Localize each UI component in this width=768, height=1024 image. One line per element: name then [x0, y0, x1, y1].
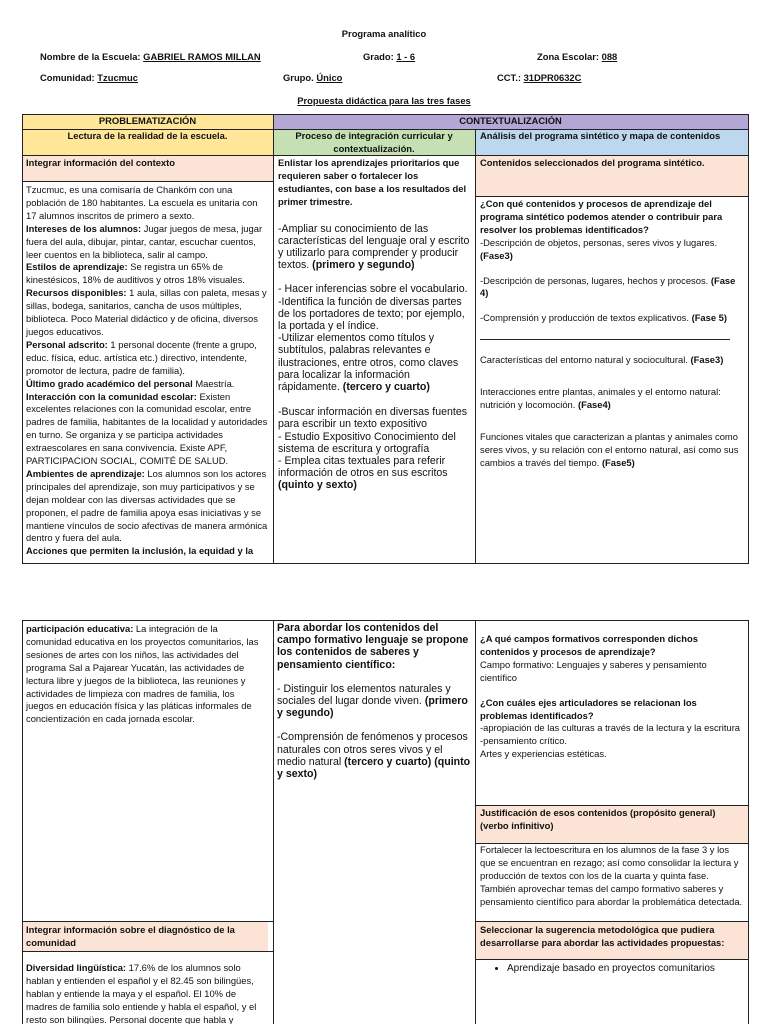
context-paragraphs [26, 184, 269, 558]
context-paragraph [26, 287, 269, 339]
col1-diagnostico-body [22, 960, 268, 1024]
cct-value: 31DPR0632C [523, 72, 582, 83]
col3-item-2: -Descripción de personas, lugares, hechos y procesos. (Fase 4) [480, 274, 736, 299]
context-paragraph-text: 1 aula, sillas con paleta, mesas y sillas, bodega, sanitarios, cancha de usos múltiples, biblioteca. Poco Material didáctico y de oficina, diversos juegos educativos. [26, 287, 267, 337]
page-title: Programa analítico [341, 28, 427, 39]
group-row [283, 72, 342, 85]
border [22, 563, 749, 564]
border [475, 959, 748, 960]
context-paragraph-text: Maestría. [192, 377, 235, 389]
participacion-text: participación educativa: La integración de la comunidad educativa en los proyectos comunitarios, las sesiones de artes con los niños, las actividades del programa Sal a Pajarear Yucatán, las actividades de lectura libre y juegos de la biblioteca, las reuniones y actividades de limpieza con madres de familia, los juegos en educación física y las pláticas informales de concientización en cada jornada escolar. [26, 623, 259, 725]
col3-campos-body [475, 621, 748, 805]
context-paragraph-lead: Último grado académico del personal [26, 377, 193, 389]
context-paragraph [26, 391, 269, 468]
col3-item-5: Interacciones entre plantas, animales y el entorno natural: nutrición y locomoción. (Fase4) [480, 386, 721, 411]
border [475, 921, 748, 922]
justificacion-body: Fortalecer la lectoescritura en los alumnos de la fase 3 y los que se encuentran en rezago; así como consolidar la lectura y producción de textos con los de la cuarta y quinta fase. También aprovechar temas del campo formativo saberes y pensamiento científico para abordar la problemática detectada. [480, 844, 743, 907]
col2-block-5: -Comprensión de fenómenos y procesos naturales con otros seres vivos y el medio natural (tercero y cuarto) (quinto y sexto) [277, 731, 471, 781]
border [22, 921, 273, 922]
context-paragraph [26, 545, 269, 558]
community-value: Tzucmuc [97, 72, 138, 83]
school-label: Nombre de la Escuela: [40, 51, 141, 62]
metodologia-body [475, 959, 748, 1024]
ejes-answer: -apropiación de las culturas a través de la lectura y la escritura -pensamiento crítico. Artes y experiencias estéticas. [480, 722, 741, 760]
col2-propuesta-body [273, 621, 475, 1024]
metodologia-bullet: • Aprendizaje basado en proyectos comunitarios [507, 963, 744, 976]
context-paragraph-lead: Intereses de los alumnos: [26, 222, 142, 234]
context-paragraph-text: 1 personal docente (frente a grupo, educ. física, educ. artística etc.) directivo, intendente, promotor de lectura, padre de familia). [26, 338, 257, 376]
context-paragraph-lead: Recursos disponibles: [26, 287, 127, 299]
school-name-row [40, 51, 261, 64]
context-paragraph-lead: Ambientes de aprendizaje: [26, 467, 145, 479]
border [22, 620, 749, 621]
grade-row [363, 51, 415, 64]
group-label: Grupo. [283, 72, 314, 83]
col3-separator [480, 339, 730, 340]
col1-participacion-body [22, 621, 268, 921]
zone-value: 088 [601, 51, 618, 62]
context-paragraph [26, 223, 269, 262]
context-paragraph-text: Existen excelentes relaciones con la comunidad escolar, entre padres de familia, habitantes de la localidad y autoridades en turno. Se organiza y se participa actividades extraescolares en sana convivencia. Existe APF, PARTICIPACION SOCIAL, COMITÉ DE SALUD. [26, 390, 268, 467]
border [475, 196, 748, 197]
col3-item-1: -Descripción de objetos, personas, seres vivos y lugares. (Fase3) [480, 236, 718, 261]
grade-label: Grado: [363, 51, 394, 62]
context-paragraph [26, 339, 269, 378]
community-label: Comunidad: [40, 72, 95, 83]
context-paragraph [26, 261, 269, 287]
col2-proceso-body [273, 155, 475, 563]
border [748, 114, 749, 564]
group-value: Único [316, 72, 343, 83]
context-paragraph-text: Jugar juegos de mesa, jugar fuera del aula, dibujar, pintar, cantar, escuchar cuentos, leer cuentos en la biblioteca, salir al campo. [26, 222, 263, 260]
border [22, 181, 273, 182]
zone-label: Zona Escolar: [537, 51, 599, 62]
context-paragraph-lead: Acciones que permiten la inclusión, la equidad y la [26, 545, 254, 557]
col2-intro-2: Para abordar los contenidos del campo formativo lenguaje se propone los contenidos de saberes y pensamiento científico: [277, 622, 469, 671]
col2-block-3: -Buscar información en diversas fuentes para escribir un texto expositivo - Estudio Expositivo Conocimiento del sistema de escritura y ortografía - Emplea citas textuales para referir información de otros en sus escritos (quinto y sexto) [278, 406, 468, 492]
col1-header-contexto: Integrar información del contexto [22, 155, 273, 181]
zone-row [537, 51, 617, 64]
border [22, 155, 749, 156]
context-paragraph-lead: Estilos de aprendizaje: [26, 261, 128, 273]
border [273, 620, 274, 1024]
context-paragraph [26, 378, 269, 391]
col2-block-4: - Distinguir los elementos naturales y sociales del lugar donde viven. (primero y segundo) [277, 682, 468, 720]
col3-header-contenidos: Contenidos seleccionados del programa sintético. [475, 155, 748, 196]
header-problematizacion: PROBLEMATIZACIÓN [22, 114, 273, 129]
border [22, 114, 749, 115]
border [748, 620, 749, 1024]
cct-label: CCT.: [497, 72, 521, 83]
subheader-lectura: Lectura de la realidad de la escuela. [22, 129, 273, 155]
context-paragraph-lead: Personal adscrito: [26, 338, 108, 350]
col3-item-3: -Comprensión y producción de textos explicativos. (Fase 5) [480, 312, 728, 324]
col3-item-4: Características del entorno natural y sociocultural. (Fase3) [480, 354, 724, 366]
subheader-proceso: Proceso de integración curricular y contextualización. [273, 129, 475, 155]
campos-answer: Campo formativo: Lenguajes y saberes y pensamiento científico [480, 658, 707, 683]
campos-question: ¿A qué campos formativos corresponden dichos contenidos y procesos de aprendizaje? [480, 633, 698, 657]
border [273, 114, 274, 564]
context-paragraph-text: Tzucmuc, es una comisaría de Chankóm con una población de 180 habitantes. La escuela es unitaria con 17 alumnos inscritos de primero a sexto. [26, 184, 258, 221]
community-row [40, 72, 138, 85]
grade-value: 1 - 6 [396, 51, 416, 62]
subheader-analisis: Análisis del programa sintético y mapa de contenidos [475, 129, 748, 155]
border [475, 805, 748, 806]
page-subtitle: Propuesta didáctica para las tres fases [297, 95, 471, 106]
cct-row [497, 72, 609, 85]
border [22, 114, 23, 564]
context-paragraph-text: Los alumnos son los actores principales del aprendizaje, son muy participativos y se dejan moldear con las diversas actividades que se proponen, el padre de familia apoya esas iniciativas y se mantiene vínculos de socio afectivas de manera armónica dentro y fuera del aula. [26, 467, 268, 544]
context-paragraph-lead: Interacción con la comunidad escolar: [26, 390, 197, 402]
justificacion-header: Justificación de esos contenidos (propósito general)(verbo infinitivo) [475, 805, 748, 843]
ejes-question: ¿Con cuáles ejes articuladores se relacionan los problemas identificados? [480, 696, 697, 721]
border [22, 129, 749, 130]
school-value: GABRIEL RAMOS MILLAN [143, 51, 261, 62]
context-paragraph [26, 468, 269, 545]
border [475, 843, 748, 844]
col3-item-6: Funciones vitales que caracterizan a plantas y animales como seres vivos, y su relación con el entorno natural, así como sus cambios a través del tiempo. (Fase5) [480, 430, 739, 468]
col2-block-2: - Hacer inferencias sobre el vocabulario. -Identifica la función de diversas partes de los portadores de texto; por ejemplo, la portada y el índice. -Utilizar elementos como títulos y subtítulos, palabras relevantes e ilustraciones, entre otros, como claves para localizar la información rápidamente. (tercero y cuarto) [278, 283, 468, 394]
col2-block-1: -Ampliar su conocimiento de las características del lenguaje oral y escrito y utilizarlo para comprender y producir textos. (primero y segundo) [278, 222, 470, 272]
border [22, 951, 273, 952]
border [22, 620, 23, 1024]
context-paragraph [26, 184, 269, 223]
diagnostico-header: Integrar información sobre el diagnóstico de la comunidad [22, 922, 268, 951]
col2-intro: Enlistar los aprendizajes prioritarios que requieren saber o fortalecer los estudiantes, con base a los resultados del primer trimestre. [278, 157, 467, 207]
header-contextualizacion: CONTEXTUALIZACIÓN [273, 114, 748, 129]
metodologia-header: Seleccionar la sugerencia metodológica que pudiera desarrollarse para abordar las actividades propuestas: [475, 922, 748, 959]
col3-question: ¿Con qué contenidos y procesos de aprendizaje del programa sintético podemos atender o contribuir para resolver los problemas identificados? [480, 198, 723, 235]
diversidad-text: Diversidad lingüística: 17.6% de los alumnos solo hablan y entienden el español y el 82.45 son bilingües, hablan y entiende la maya y el español. El 10% de madres de familia solo entiende y habla el español, y el resto son bilingües. Personal docente que habla y [26, 962, 257, 1024]
border [475, 620, 476, 1024]
col3-contenidos-body [475, 196, 748, 563]
context-paragraph-text: Se registra un 65% de kinestésicos, 18% de auditivos y otros 18% visuales. [26, 261, 245, 286]
col1-context-body [22, 183, 273, 563]
border [475, 129, 476, 564]
